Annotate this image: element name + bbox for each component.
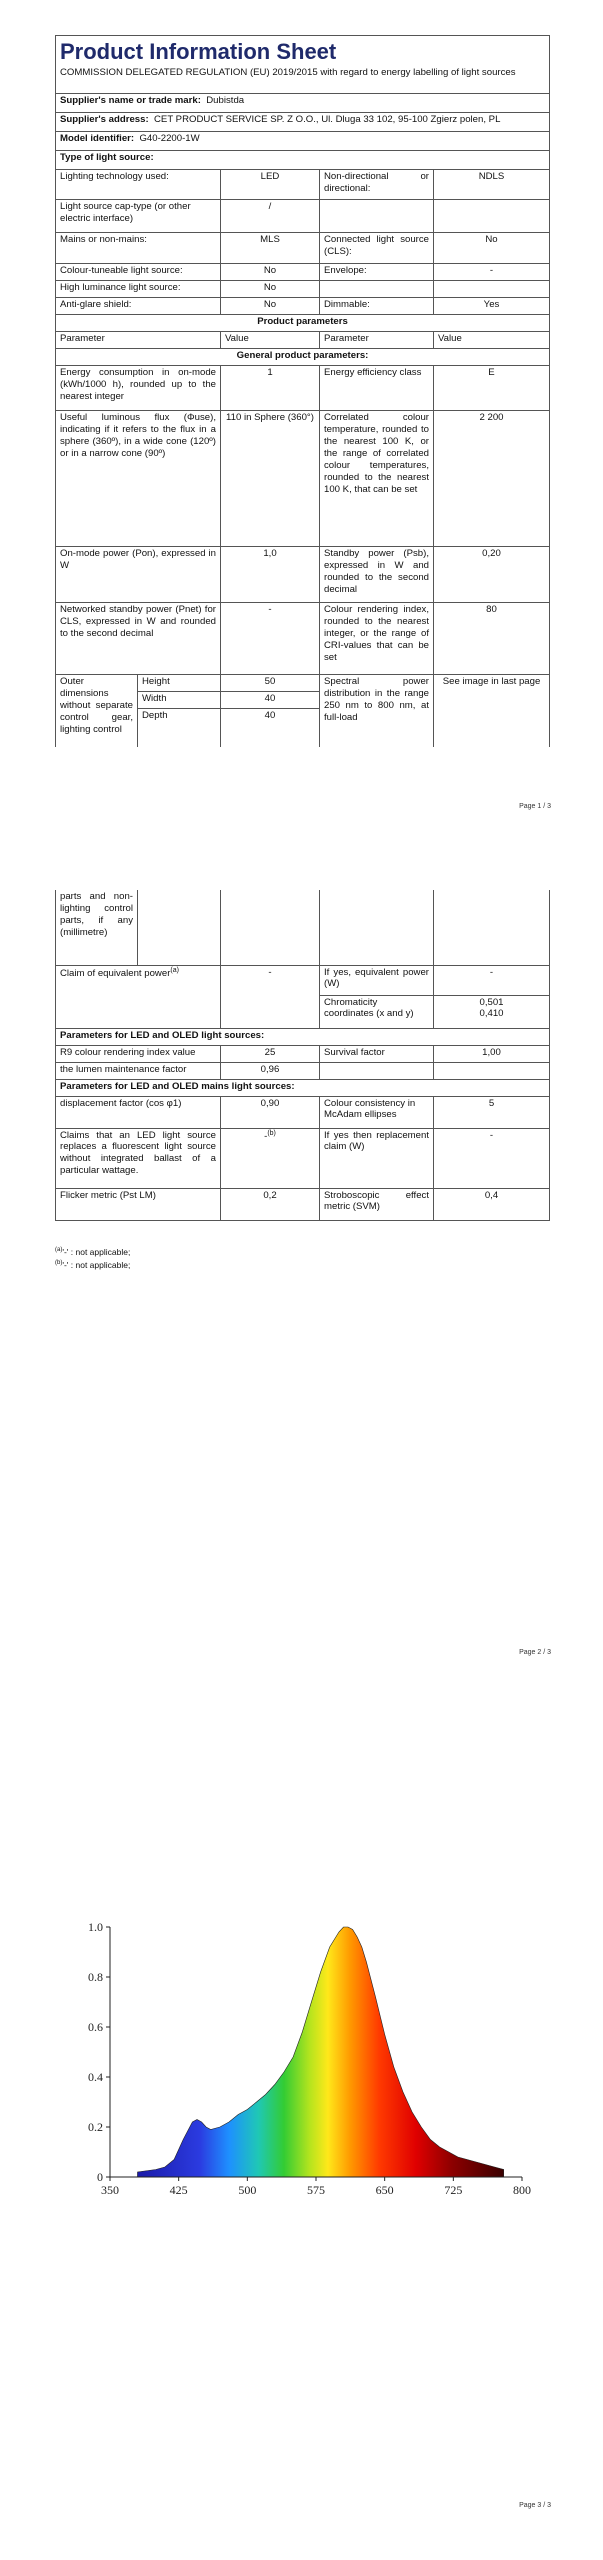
type-value	[434, 281, 550, 298]
y-tick-label: 0.8	[88, 1970, 103, 1984]
type-param: Dimmable:	[320, 298, 434, 315]
chromaticity-label: Chromaticity coordinates (x and y)	[320, 995, 434, 1028]
type-param: Colour-tuneable light source:	[56, 264, 221, 281]
general-param: Energy efficiency class	[320, 366, 434, 411]
column-header-parameter: Parameter	[56, 332, 221, 349]
type-param: Non-directional or directional:	[320, 170, 434, 200]
equivalent-power-value: -	[221, 965, 320, 1028]
mains-value: -	[434, 1128, 550, 1188]
mains-value	[221, 1128, 320, 1188]
chromaticity-x: 0,501	[479, 996, 504, 1008]
mains-param: Stroboscopic effect metric (SVM)	[320, 1188, 434, 1220]
general-param: Correlated colour temperature, rounded to the nearest 100 K, or the range of correlated colour temperatures, rounded to the nearest 100 K, that can be set	[320, 411, 434, 547]
led-value: 1,00	[434, 1045, 550, 1062]
general-value: 1,0	[221, 547, 320, 603]
general-value: 110 in Sphere (360°)	[221, 411, 320, 547]
x-tick-label: 575	[307, 2183, 325, 2197]
page-title: Product Information Sheet	[56, 36, 550, 66]
replacement-claim-value: -	[264, 1130, 268, 1142]
footnote-text: '-' : not applicable;	[62, 1247, 131, 1257]
mains-value: 0,2	[221, 1188, 320, 1220]
mains-value: 5	[434, 1096, 550, 1128]
mains-params-header: Parameters for LED and OLED mains light sources:	[56, 1079, 550, 1096]
mains-param: Flicker metric (Pst LM)	[56, 1188, 221, 1220]
spectrum-area	[137, 1927, 503, 2177]
general-params-header: General product parameters:	[56, 349, 550, 366]
page-number: Page 1 / 3	[519, 803, 551, 810]
product-info-table-page-1	[55, 35, 550, 747]
general-param: Energy consumption in on-mode (kWh/1000 h), rounded up to the nearest integer	[56, 366, 221, 411]
x-tick-label: 350	[101, 2183, 119, 2197]
general-value: 2 200	[434, 411, 550, 547]
product-info-table-page-2	[55, 890, 550, 1221]
type-value: No	[221, 298, 320, 315]
x-tick-label: 725	[444, 2183, 463, 2197]
x-tick-label: 800	[513, 2183, 531, 2197]
general-value: E	[434, 366, 550, 411]
model-identifier-value: G40-2200-1W	[139, 133, 200, 144]
footnote-a	[55, 1246, 130, 1259]
supplier-address-label: Supplier's address:	[60, 114, 149, 125]
y-tick-label: 0.4	[88, 2070, 103, 2084]
type-param	[320, 281, 434, 298]
dimension-depth-label: Depth	[138, 709, 221, 747]
led-param	[320, 1062, 434, 1079]
type-param: Lighting technology used:	[56, 170, 221, 200]
column-header-parameter: Parameter	[320, 332, 434, 349]
footnote-text: '-' : not applicable;	[62, 1260, 131, 1271]
type-value: LED	[221, 170, 320, 200]
equivalent-power-claim	[56, 965, 221, 1028]
spectral-distribution-label: Spectral power distribution in the range 250 nm to 800 nm, at full-load	[320, 675, 434, 747]
empty-cell	[434, 890, 550, 965]
mains-value: 0,4	[434, 1188, 550, 1220]
equivalent-power-label: Claim of equivalent power	[60, 967, 171, 979]
empty-cell	[221, 890, 320, 965]
type-value: MLS	[221, 233, 320, 264]
dimension-height-label: Height	[138, 675, 221, 692]
y-tick-label: 0.6	[88, 2020, 103, 2034]
type-value	[434, 200, 550, 233]
general-value: 0,20	[434, 547, 550, 603]
equivalent-power-yes-label: If yes, equivalent power (W)	[320, 965, 434, 995]
page-number: Page 2 / 3	[519, 1649, 551, 1656]
dimension-width-label: Width	[138, 692, 221, 709]
spectral-power-distribution-chart	[78, 1919, 538, 2209]
y-tick-label: 1.0	[88, 1920, 103, 1934]
type-value: Yes	[434, 298, 550, 315]
empty-cell	[138, 890, 221, 965]
chromaticity-value	[434, 995, 550, 1028]
type-param: Anti-glare shield:	[56, 298, 221, 315]
type-param	[320, 200, 434, 233]
footnote-mark: (b)	[55, 1260, 63, 1267]
dimension-depth-value: 40	[221, 709, 320, 747]
type-value: -	[434, 264, 550, 281]
led-param: R9 colour rendering index value	[56, 1045, 221, 1062]
general-value: -	[221, 603, 320, 675]
type-param: Light source cap-type (or other electric interface)	[56, 200, 221, 233]
mains-param: Claims that an LED light source replaces a fluorescent light source without integrated ballast of a particular wattage.	[56, 1128, 221, 1188]
type-param: Connected light source (CLS):	[320, 233, 434, 264]
general-param: Useful luminous flux (Φuse), indicating if it refers to the flux in a sphere (360º), in a wide cone (120º) or in a narrow cone (90º)	[56, 411, 221, 547]
type-value: No	[221, 264, 320, 281]
led-param: Survival factor	[320, 1045, 434, 1062]
led-value	[434, 1062, 550, 1079]
column-header-value: Value	[221, 332, 320, 349]
y-tick-label: 0	[97, 2170, 103, 2184]
type-value: No	[221, 281, 320, 298]
type-value: No	[434, 233, 550, 264]
chromaticity-y: 0,410	[479, 1008, 504, 1020]
led-value: 25	[221, 1045, 320, 1062]
dimensions-label: Outer dimensions without separate control gear, lighting control	[56, 675, 138, 747]
footnote-mark: (a)	[55, 1247, 63, 1254]
supplier-address-value: CET PRODUCT SERVICE SP. Z O.O., Ul. Dluga 33 102, 95-100 Zgierz polen, PL	[154, 114, 501, 125]
general-param: Networked standby power (Pnet) for CLS, expressed in W and rounded to the second decimal	[56, 603, 221, 675]
x-tick-label: 425	[169, 2183, 188, 2197]
mains-param: If yes then replacement claim (W)	[320, 1128, 434, 1188]
equivalent-power-yes-value: -	[434, 965, 550, 995]
general-value: 80	[434, 603, 550, 675]
product-params-header: Product parameters	[56, 315, 550, 332]
dimension-height-value: 50	[221, 675, 320, 692]
x-tick-label: 650	[375, 2183, 394, 2197]
regulation-text: COMMISSION DELEGATED REGULATION (EU) 2019/2015 with regard to energy labelling of light sources	[56, 66, 550, 94]
general-param: On-mode power (Pon), expressed in W	[56, 547, 221, 603]
type-param: High luminance light source:	[56, 281, 221, 298]
supplier-address-row	[56, 113, 550, 132]
empty-cell	[320, 890, 434, 965]
supplier-name-label: Supplier's name or trade mark:	[60, 95, 201, 106]
led-value: 0,96	[221, 1062, 320, 1079]
mains-value: 0,90	[221, 1096, 320, 1128]
led-param: the lumen maintenance factor	[56, 1062, 221, 1079]
dimensions-label-continued: parts and non-lighting control parts, if any (millimetre)	[56, 890, 138, 965]
page-1	[0, 0, 603, 853]
supplier-name-value: Dubistda	[206, 95, 245, 106]
type-param: Envelope:	[320, 264, 434, 281]
page-number: Page 3 / 3	[519, 2502, 551, 2509]
led-params-header: Parameters for LED and OLED light sources:	[56, 1028, 550, 1045]
type-param: Mains or non-mains:	[56, 233, 221, 264]
mains-param: Colour consistency in McAdam ellipses	[320, 1096, 434, 1128]
spectral-distribution-value: See image in last page	[434, 675, 550, 747]
y-tick-label: 0.2	[88, 2120, 103, 2134]
plot-area	[137, 1927, 503, 2177]
footnote-b	[55, 1259, 130, 1272]
footnote-b-marker: (b)	[267, 1129, 276, 1137]
footnotes	[55, 1246, 130, 1272]
model-identifier-label: Model identifier:	[60, 133, 135, 144]
page-2	[0, 853, 603, 1706]
footnote-a-marker: (a)	[170, 966, 179, 974]
mains-param: displacement factor (cos φ1)	[56, 1096, 221, 1128]
dimension-width-value: 40	[221, 692, 320, 709]
type-value: /	[221, 200, 320, 233]
general-param: Standby power (Psb), expressed in W and rounded to the second decimal	[320, 547, 434, 603]
general-param: Colour rendering index, rounded to the nearest integer, or the range of CRI-values that can be set	[320, 603, 434, 675]
type-value: NDLS	[434, 170, 550, 200]
column-header-value: Value	[434, 332, 550, 349]
model-identifier-row	[56, 132, 550, 151]
general-value: 1	[221, 366, 320, 411]
x-tick-label: 500	[238, 2183, 257, 2197]
type-section-header: Type of light source:	[56, 151, 550, 170]
supplier-name-row	[56, 94, 550, 113]
